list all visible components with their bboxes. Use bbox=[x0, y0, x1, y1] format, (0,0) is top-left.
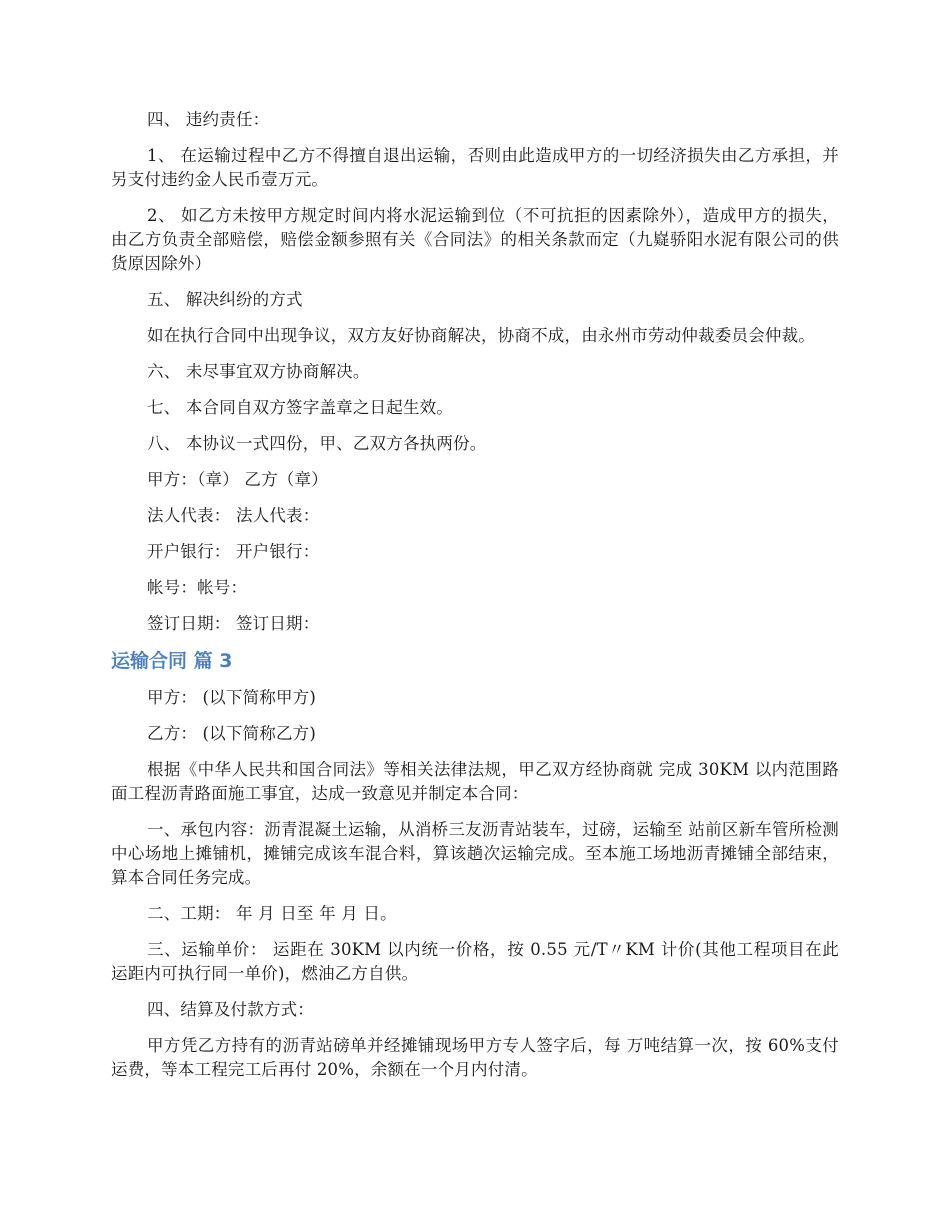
party-b-line: 乙方： (以下简称乙方) bbox=[147, 724, 317, 743]
settlement-text: 甲方凭乙方持有的沥青站磅单并经摊铺现场甲方专人签字后，每 万吨结算一次，按 60%支付运费，等本工程完工后再付 20%，余额在一个月内付清。 bbox=[111, 1036, 839, 1079]
party-seal-line: 甲方：（章） 乙方（章） bbox=[147, 470, 328, 489]
document-body bbox=[111, 108, 839, 1094]
party-a-line: 甲方： (以下简称甲方) bbox=[147, 688, 317, 707]
section-heading: 运输合同 篇 3 bbox=[111, 650, 233, 672]
breach-liability-heading: 四、 违约责任： bbox=[147, 110, 270, 129]
contract-period: 二、工期： 年 月 日至 年 月 日。 bbox=[147, 904, 397, 923]
breach-clause-2: 2、 如乙方未按甲方规定时间内将水泥运输到位（不可抗拒的因素除外），造成甲方的损失，由乙方负责全部赔偿，赔偿金额参照有关《合同法》的相关条款而定（九嶷骄阳水泥有限公司的供货原因除外） bbox=[111, 206, 839, 273]
clause-8: 八、 本协议一式四份，甲、乙双方各执两份。 bbox=[147, 434, 487, 453]
dispute-resolution-text: 如在执行合同中出现争议，双方友好协商解决，协商不成，由永州市劳动仲裁委员会仲裁。 bbox=[147, 326, 815, 345]
settlement-heading: 四、结算及付款方式： bbox=[147, 1000, 314, 1019]
bank-line: 开户银行： 开户银行： bbox=[147, 542, 320, 561]
legal-representative-line: 法人代表： 法人代表： bbox=[147, 506, 320, 525]
signing-date-line: 签订日期： 签订日期： bbox=[147, 614, 320, 633]
contract-preamble: 根据《中华人民共和国合同法》等相关法律法规，甲乙双方经协商就 完成 30KM 以内范围路面工程沥青路面施工事宜，达成一致意见并制定本合同： bbox=[111, 760, 839, 803]
dispute-resolution-heading: 五、 解决纠纷的方式 bbox=[147, 290, 303, 309]
clause-7: 七、 本合同自双方签字盖章之日起生效。 bbox=[147, 398, 454, 417]
contract-scope: 一、承包内容：沥青混凝土运输，从消桥三友沥青站装车，过磅，运输至 站前区新车管所检测中心场地上摊铺机，摊铺完成该车混合料，算该趟次运输完成。至本施工场地沥青摊铺全部结束，算本合同任务完成。 bbox=[111, 820, 839, 887]
account-line: 帐号：帐号： bbox=[147, 578, 248, 597]
transport-unit-price: 三、运输单价： 运距在 30KM 以内统一价格，按 0.55 元/T〃KM 计价(其他工程项目在此运距内可执行同一单价)，燃油乙方自供。 bbox=[111, 940, 839, 983]
breach-clause-1: 1、 在运输过程中乙方不得擅自退出运输，否则由此造成甲方的一切经济损失由乙方承担，并另支付违约金人民币壹万元。 bbox=[111, 146, 839, 189]
clause-6: 六、 未尽事宜双方协商解决。 bbox=[147, 362, 370, 381]
